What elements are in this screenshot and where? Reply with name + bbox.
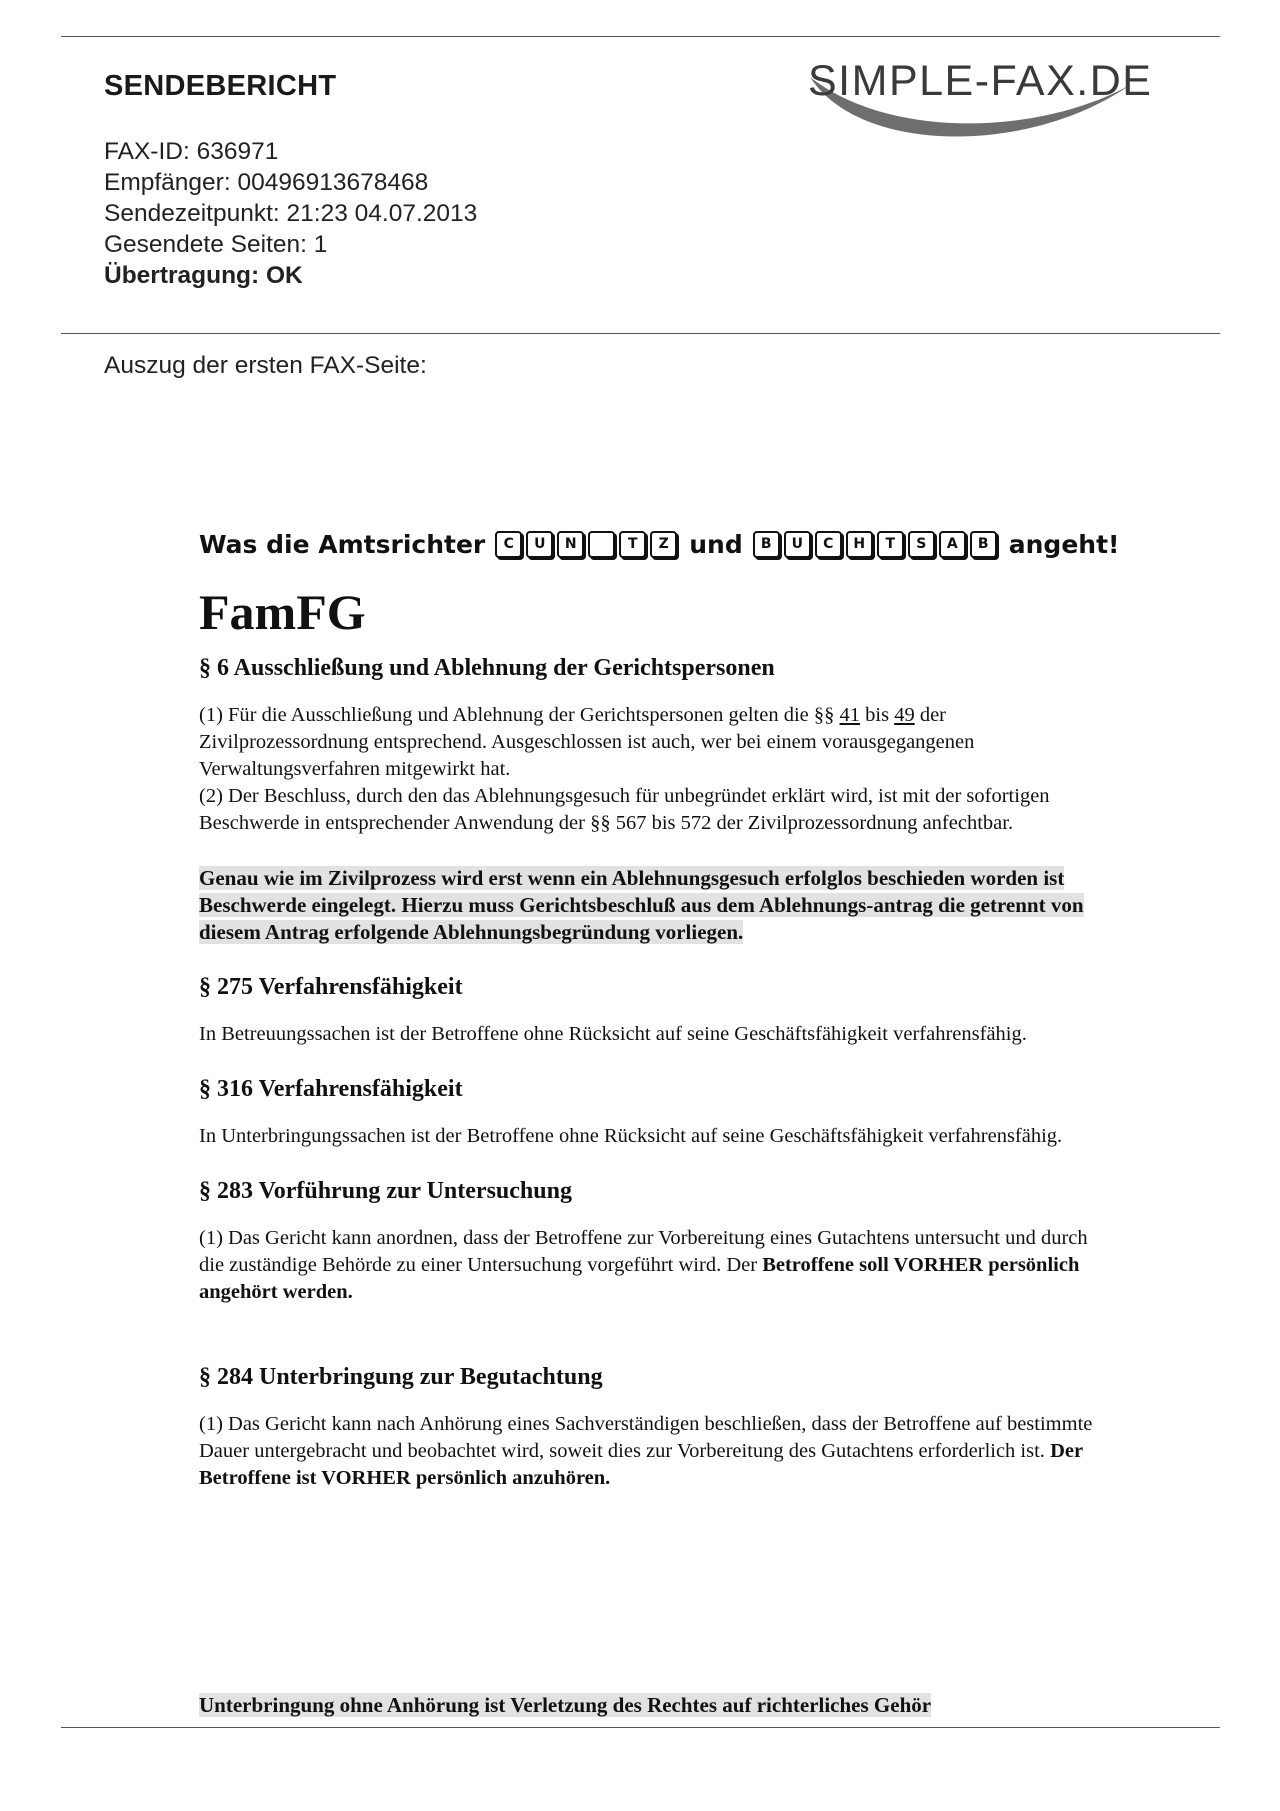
s283-text: (1) Das Gericht kann anordnen, dass der Betroffene zur Vorbereitung eines Gutachtens untersucht und durch die zuständige Behörde zu einer Untersuchung vorgeführt wird. Der bbox=[199, 1227, 1088, 1276]
section-6-paragraph-1 bbox=[199, 702, 1099, 783]
name1-key-3 bbox=[588, 531, 615, 558]
logo-text: SIMPLE-FAX.DE bbox=[808, 57, 1153, 105]
fax-id: FAX-ID: 636971 bbox=[104, 138, 279, 165]
keycap-name-2 bbox=[753, 531, 999, 558]
heading-middle: und bbox=[689, 530, 743, 559]
s6-p1-text-c: der Zivilprozessordnung entsprechend. Ausgeschlossen ist auch, wer bei einem vorausgegangenen Verwaltungsverfahren mitgewirkt hat. bbox=[199, 704, 975, 780]
s6-p1-text-b: bis bbox=[860, 704, 895, 726]
keycap-name-1 bbox=[495, 531, 679, 558]
section-283-text bbox=[199, 1225, 1099, 1306]
section-275-heading: § 275 Verfahrensfähigkeit bbox=[199, 974, 463, 1000]
pages-sent: Gesendete Seiten: 1 bbox=[104, 231, 328, 258]
section-284-text bbox=[199, 1411, 1099, 1492]
name2-key-4: T bbox=[877, 531, 904, 558]
excerpt-label: Auszug der ersten FAX-Seite: bbox=[104, 352, 427, 379]
send-time: Sendezeitpunkt: 21:23 04.07.2013 bbox=[104, 200, 478, 227]
bottom-divider bbox=[61, 1727, 1220, 1728]
section-275-text: In Betreuungssachen ist der Betroffene ohne Rücksicht auf seine Geschäftsfähigkeit verfahrensfähig. bbox=[199, 1023, 1027, 1045]
name2-key-0: B bbox=[753, 531, 780, 558]
section-316-heading: § 316 Verfahrensfähigkeit bbox=[199, 1076, 463, 1102]
name2-key-6: A bbox=[939, 531, 966, 558]
name2-key-3: H bbox=[846, 531, 873, 558]
top-divider bbox=[61, 36, 1220, 37]
highlight-note-2-text: Unterbringung ohne Anhörung ist Verletzung des Rechtes auf richterliches Gehör bbox=[199, 1693, 932, 1717]
s6-p1-text-a: (1) Für die Ausschließung und Ablehnung der Gerichtspersonen gelten die §§ bbox=[199, 704, 840, 726]
section-6-paragraph-2: (2) Der Beschluss, durch den das Ablehnungsgesuch für unbegründet erklärt wird, ist mit der sofortigen Beschwerde in entsprechender Anwendung der §§ 567 bis 572 der Zivilprozessordnung anfechtbar. bbox=[199, 785, 1050, 834]
report-title: SENDEBERICHT bbox=[104, 70, 337, 102]
fax-heading bbox=[199, 530, 1120, 559]
recipient: Empfänger: 00496913678468 bbox=[104, 169, 429, 196]
name1-key-2: N bbox=[557, 531, 584, 558]
section-283-heading: § 283 Vorführung zur Untersuchung bbox=[199, 1178, 572, 1204]
section-284-heading: § 284 Unterbringung zur Begutachtung bbox=[199, 1364, 603, 1390]
name1-key-0: C bbox=[495, 531, 522, 558]
transmission-status: Übertragung: OK bbox=[104, 262, 303, 289]
fax-page-excerpt bbox=[199, 530, 1120, 1492]
document-title: FamFG bbox=[199, 584, 366, 640]
report-meta bbox=[104, 136, 477, 291]
name2-key-1: U bbox=[784, 531, 811, 558]
s284-bold: Der Betroffene ist VORHER persönlich anzuhören. bbox=[199, 1440, 1083, 1489]
heading-prefix: Was die Amtsrichter bbox=[199, 530, 486, 559]
link-49[interactable]: 49 bbox=[894, 704, 915, 726]
section-6-heading: § 6 Ausschließung und Ablehnung der Gerichtspersonen bbox=[199, 655, 775, 681]
highlight-note-1-text: Genau wie im Zivilprozess wird erst wenn ein Ablehnungsgesuch erfolglos beschieden worden ist Beschwerde eingelegt. Hierzu muss Gerichtsbeschluß aus dem Ablehnungs-antrag die getrennt von diesem Antrag erfolgende Ablehnungsbegründung vorliegen. bbox=[199, 866, 1084, 944]
name2-key-2: C bbox=[815, 531, 842, 558]
name1-key-5: Z bbox=[650, 531, 677, 558]
name2-key-5: S bbox=[908, 531, 935, 558]
highlight-note-1 bbox=[199, 865, 1099, 946]
link-41[interactable]: 41 bbox=[839, 704, 860, 726]
name2-key-7: B bbox=[970, 531, 997, 558]
middle-divider bbox=[61, 333, 1220, 334]
name1-key-4: T bbox=[619, 531, 646, 558]
s283-bold: Betroffene soll VORHER persönlich angehört werden. bbox=[199, 1254, 1080, 1303]
simple-fax-logo bbox=[800, 55, 1230, 155]
highlight-note-2 bbox=[199, 1692, 931, 1719]
heading-suffix: angeht! bbox=[1008, 530, 1120, 559]
section-316-text: In Unterbringungssachen ist der Betroffene ohne Rücksicht auf seine Geschäftsfähigkeit verfahrensfähig. bbox=[199, 1125, 1063, 1147]
s284-text: (1) Das Gericht kann nach Anhörung eines Sachverständigen beschließen, dass der Betroffene auf bestimmte Dauer untergebracht und beobachtet wird, soweit dies zur Vorbereitung des Gutachtens erforderlich ist. bbox=[199, 1413, 1093, 1462]
name1-key-1: U bbox=[526, 531, 553, 558]
